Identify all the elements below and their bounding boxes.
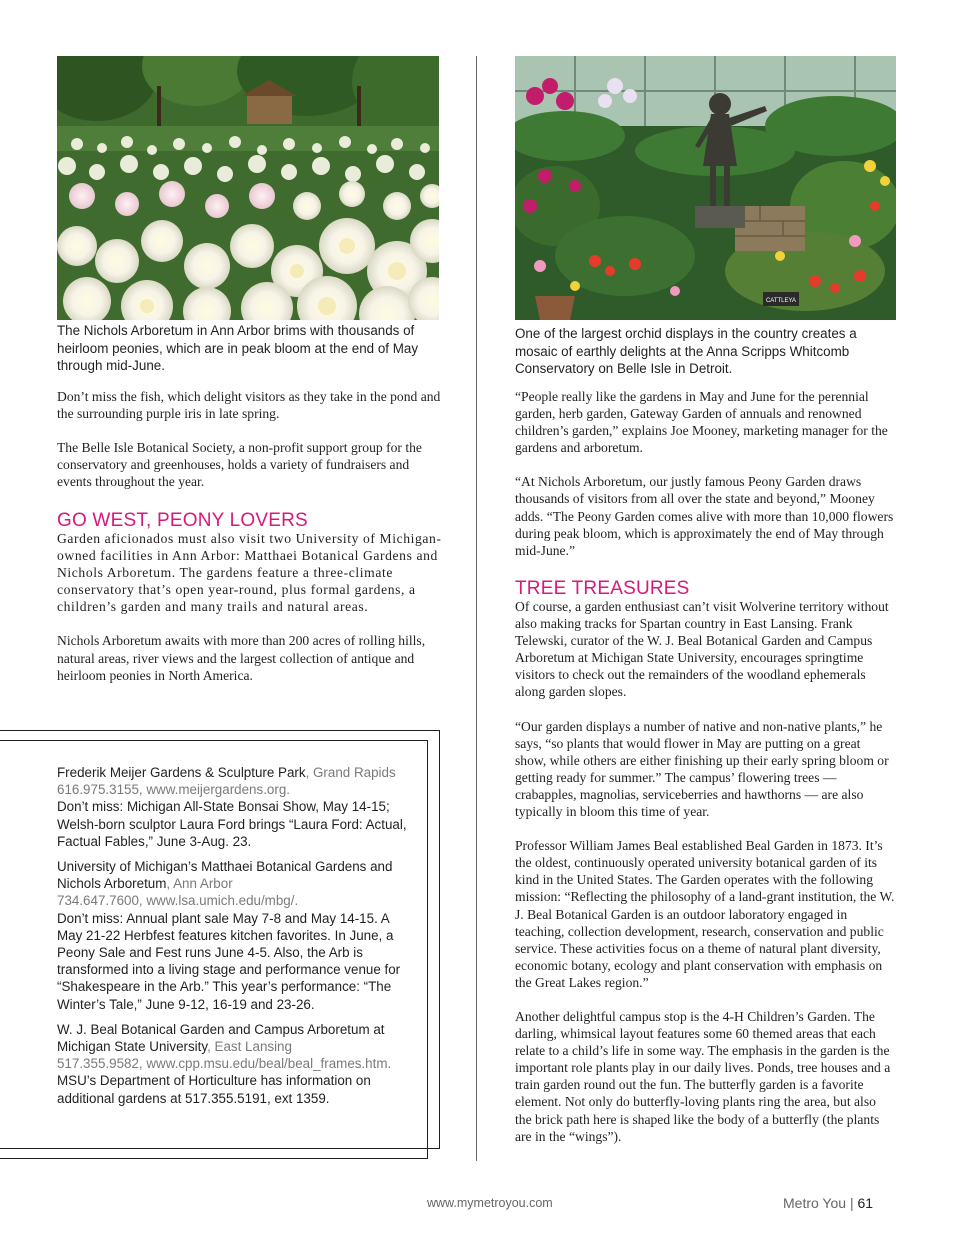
sidebar-entry-matthaei-name: University of Michigan’s Matthaei Botanical Gardens and Nichols Arboretum — [57, 859, 393, 892]
footer-magazine-name: Metro You — [783, 1195, 847, 1211]
sidebar-entry-meijer-contact: 616.975.3155, www.meijergardens.org. — [57, 782, 290, 798]
right-column-lower — [515, 598, 895, 1145]
left-column-upper — [57, 388, 442, 490]
right-column-upper — [515, 388, 895, 559]
peony-photo — [57, 56, 439, 320]
plant-sign-text: CATTLEYA — [765, 298, 797, 304]
right-paragraph-nichols-peony: “At Nichols Arboretum, our justly famous Peony Garden draws thousands of visitors from all over the state and beyond,” Mooney adds. “The Peony Garden comes alive with more than 10,000 flowers during peak bloom, which is approximately the end of May through mid-June.” — [515, 474, 894, 558]
sidebar-entry-meijer-location: , Grand Rapids — [305, 765, 396, 780]
conservatory-photo — [515, 56, 896, 320]
column-divider — [476, 56, 477, 1161]
right-paragraph-spartan: Of course, a garden enthusiast can’t visit Wolverine territory without also making tracks for Spartan country in East Lansing. Frank Telewski, curator of the W. J. Beal Botanical Garden and Campus Arboretum at Michigan State University, encourages springtime visitors to check out the remainders of the woodland ephemerals along garden slopes. — [515, 599, 889, 700]
left-paragraph-nichols: Nichols Arboretum awaits with more than 200 acres of rolling hills, natural areas, river views and the largest collection of antique and heirloom peonies in North America. — [57, 633, 426, 683]
left-column-lower — [57, 530, 442, 684]
sidebar-entry-beal-detail: MSU’s Department of Horticulture has information on additional gardens at 517.355.5191, ext 1359. — [57, 1073, 371, 1106]
right-paragraph-people-like: “People really like the gardens in May and June for the perennial garden, herb garden, Gateway Garden of annuals and renowned children’s garden,” explains Joe Mooney, marketing manager for the gardens and arboretum. — [515, 389, 888, 456]
sidebar-listing — [57, 764, 417, 1115]
left-paragraph-aficionados: Garden aficionados must also visit two University of Michigan-owned facilities in Ann Arbor: Matthaei Botanical Gardens and Nichols Arboretum. The gardens feature a three-climate conservatory that’s open year-round, plus formal gardens, a children’s garden and many trails and natural areas. — [57, 531, 442, 615]
heading-tree-treasures: TREE TREASURES — [515, 578, 690, 599]
sidebar-entry-matthaei-location: , Ann Arbor — [166, 876, 233, 892]
sidebar-entry-meijer — [57, 764, 417, 850]
left-paragraph-fish: Don’t miss the fish, which delight visitors as they take in the pond and the surrounding purple iris in late spring. — [57, 389, 441, 422]
sidebar-entry-meijer-name: Frederik Meijer Gardens & Sculpture Park — [57, 765, 306, 780]
sidebar-entry-meijer-detail: Don’t miss: Michigan All-State Bonsai Show, May 14-15; Welsh-born sculptor Laura Ford brings “Laura Ford: Actual, Factual Fables,” June 3-Aug. 23. — [57, 799, 407, 849]
footer-separator: | — [849, 1195, 854, 1211]
conservatory-photo-art — [515, 56, 896, 320]
peony-photo-art — [57, 56, 439, 320]
sidebar-entry-beal-contact: 517.355.9582, www.cpp.msu.edu/beal/beal_frames.htm. — [57, 1056, 392, 1072]
footer-page-number: 61 — [857, 1195, 874, 1211]
conservatory-photo-caption: One of the largest orchid displays in the country creates a mosaic of earthly delights at the Anna Scripps Whitcomb Conservatory on Belle Isle in Detroit. — [515, 326, 857, 376]
right-paragraph-children-garden: Another delightful campus stop is the 4-H Children’s Garden. The darling, whimsical layout features some 60 themed areas that each relate to a child’s life in some way. The emphasis in the garden is the important role plants play in our daily lives. Ponds, tree houses and a train garden round out the fun. The butterfly garden is a favorite element. Not only do butterfly-loving plants ring the area, but also the brick path here is shaped like the body of a butterfly (the plants are in the “wings”). — [515, 1008, 891, 1144]
right-paragraph-native-plants: “Our garden displays a number of native and non-native plants,” he says, “so plants that would flower in May are putting on a great show, while others are either finishing up their early spring bloom or getting ready for summer.” The campus’ flowering trees — crabapples, magnolias, serviceberries and hawthorns — are also typically in bloom this time of year. — [515, 718, 889, 820]
sidebar-entry-matthaei-contact: 734.647.7600, www.lsa.umich.edu/mbg/. — [57, 893, 299, 909]
heading-go-west: GO WEST, PEONY LOVERS — [57, 510, 308, 531]
sidebar-entry-beal-location: , East Lansing — [207, 1039, 292, 1055]
footer-folio — [783, 1195, 873, 1211]
footer-url: www.mymetroyou.com — [427, 1196, 553, 1210]
right-paragraph-beal-history: Professor William James Beal established Beal Garden in 1873. It’s the oldest, continuously operated university botanical garden of its kind in the United States. The Garden operates with the following mission: “Reflecting the philosophy of a land-grant institution, the W. J. Beal Botanical Garden is an outdoor laboratory engaged in teaching, collection development, research, conservation and public service. These activities focus on a theme of natural plant diversity, economic botany, ecology and plant conservation with emphasis on the Great Lakes region.” — [515, 838, 895, 990]
sidebar-entry-beal — [57, 1021, 417, 1107]
sidebar-entry-matthaei — [57, 858, 417, 1013]
left-paragraph-belle-isle-society: The Belle Isle Botanical Society, a non-profit support group for the conservatory and greenhouses, holds a variety of fundraisers and events throughout the year. — [57, 440, 422, 490]
sidebar-entry-beal-name: W. J. Beal Botanical Garden and Campus Arboretum at Michigan State University — [57, 1021, 385, 1055]
peony-photo-caption: The Nichols Arboretum in Ann Arbor brims with thousands of heirloom peonies, which are in peak bloom at the end of May through mid-June. — [57, 323, 419, 373]
sidebar-entry-matthaei-detail: Don’t miss: Annual plant sale May 7-8 and May 14-15. A May 21-22 Herbfest features kitchen favorites. In June, a Peony Sale and Fest runs June 4-5. Also, the Arb is transformed into a living stage and performance venue for “Shakespeare in the Arb.” This year’s performance: “The Winter’s Tale,” June 9-12, 16-19 and 23-26. — [57, 910, 401, 1012]
